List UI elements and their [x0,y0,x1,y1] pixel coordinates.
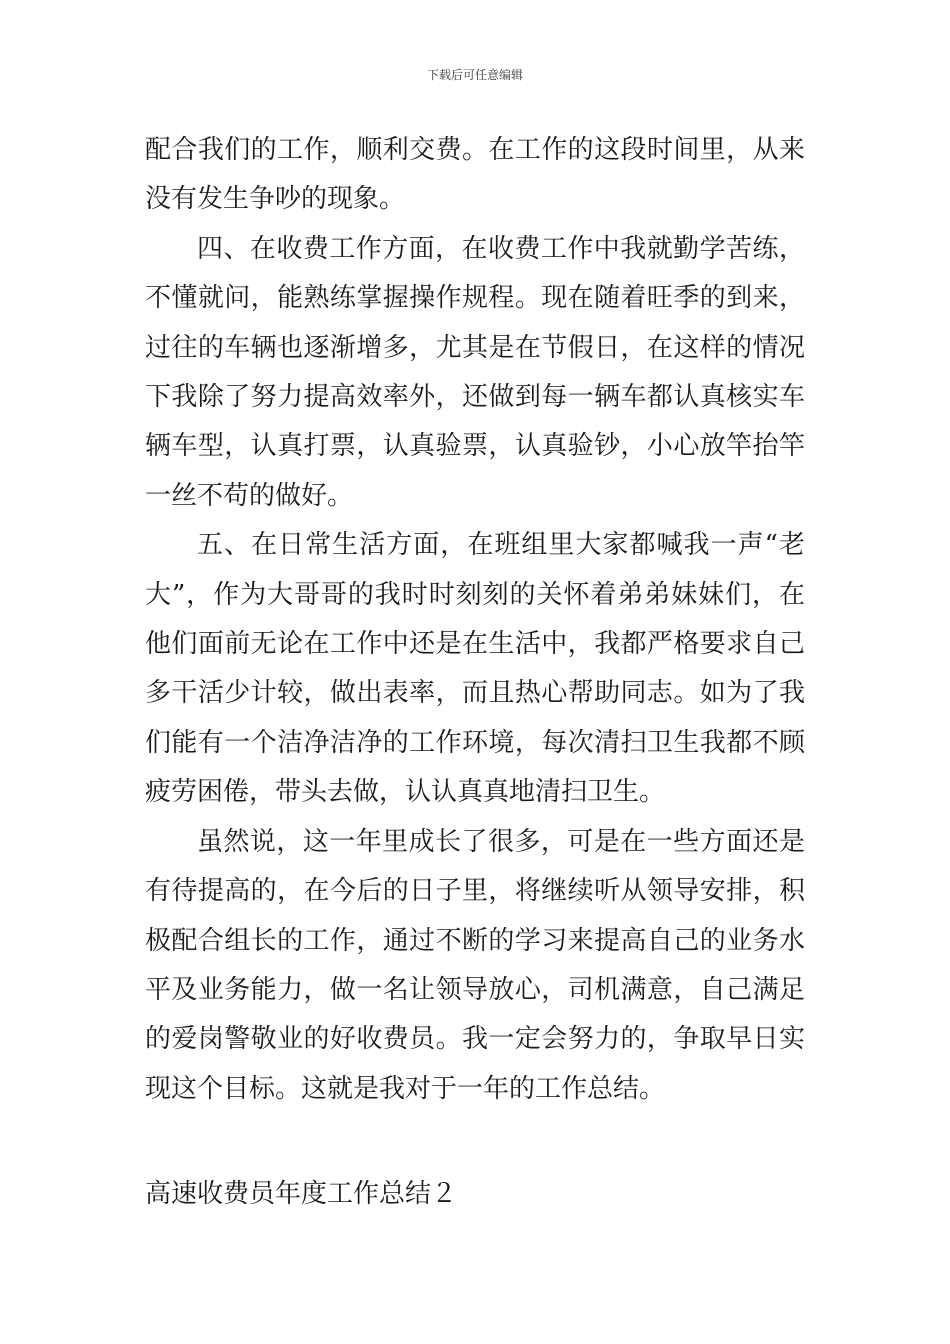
paragraph-2: 四、在收费工作方面，在收费工作中我就勤学苦练，不懂就问，能熟练掌握操作规程。现在随着旺季的到来，过往的车辆也逐渐增多，尤其是在节假日，在这样的情况下我除了努力提高效率外，还做到每一辆车都认真核实车辆车型，认真打票，认真验票，认真验钞，小心放竿抬竿一丝不苟的做好。 [145,233,805,511]
header-note: 下载后可任意编辑 [426,68,523,82]
body-text [145,126,805,1114]
section-title: 高速收费员年度工作总结２ [145,1179,458,1209]
paragraph-3: 五、在日常生活方面，在班组里大家都喊我一声“老大”，作为大哥哥的我时时刻刻的关怀着弟弟妹妹们，在他们面前无论在工作中还是在生活中，我都严格要求自己多干活少计较，做出表率，而且热心帮助同志。如为了我们能有一个洁净洁净的工作环境，每次清扫卫生我都不顾疲劳困倦，带头去做，认认真真地清扫卫生。 [145,530,805,808]
paragraph-4: 虽然说，这一年里成长了很多，可是在一些方面还是有待提高的，在今后的日子里，将继续听从领导安排，积极配合组长的工作，通过不断的学习来提高自己的业务水平及业务能力，做一名让领导放心，司机满意，自己满足的爱岗警敬业的好收费员。我一定会努力的，争取早日实现这个目标。这就是我对于一年的工作总结。 [145,826,805,1104]
paragraph-1: 配合我们的工作，顺利交费。在工作的这段时间里，从来没有发生争吵的现象。 [145,135,805,215]
